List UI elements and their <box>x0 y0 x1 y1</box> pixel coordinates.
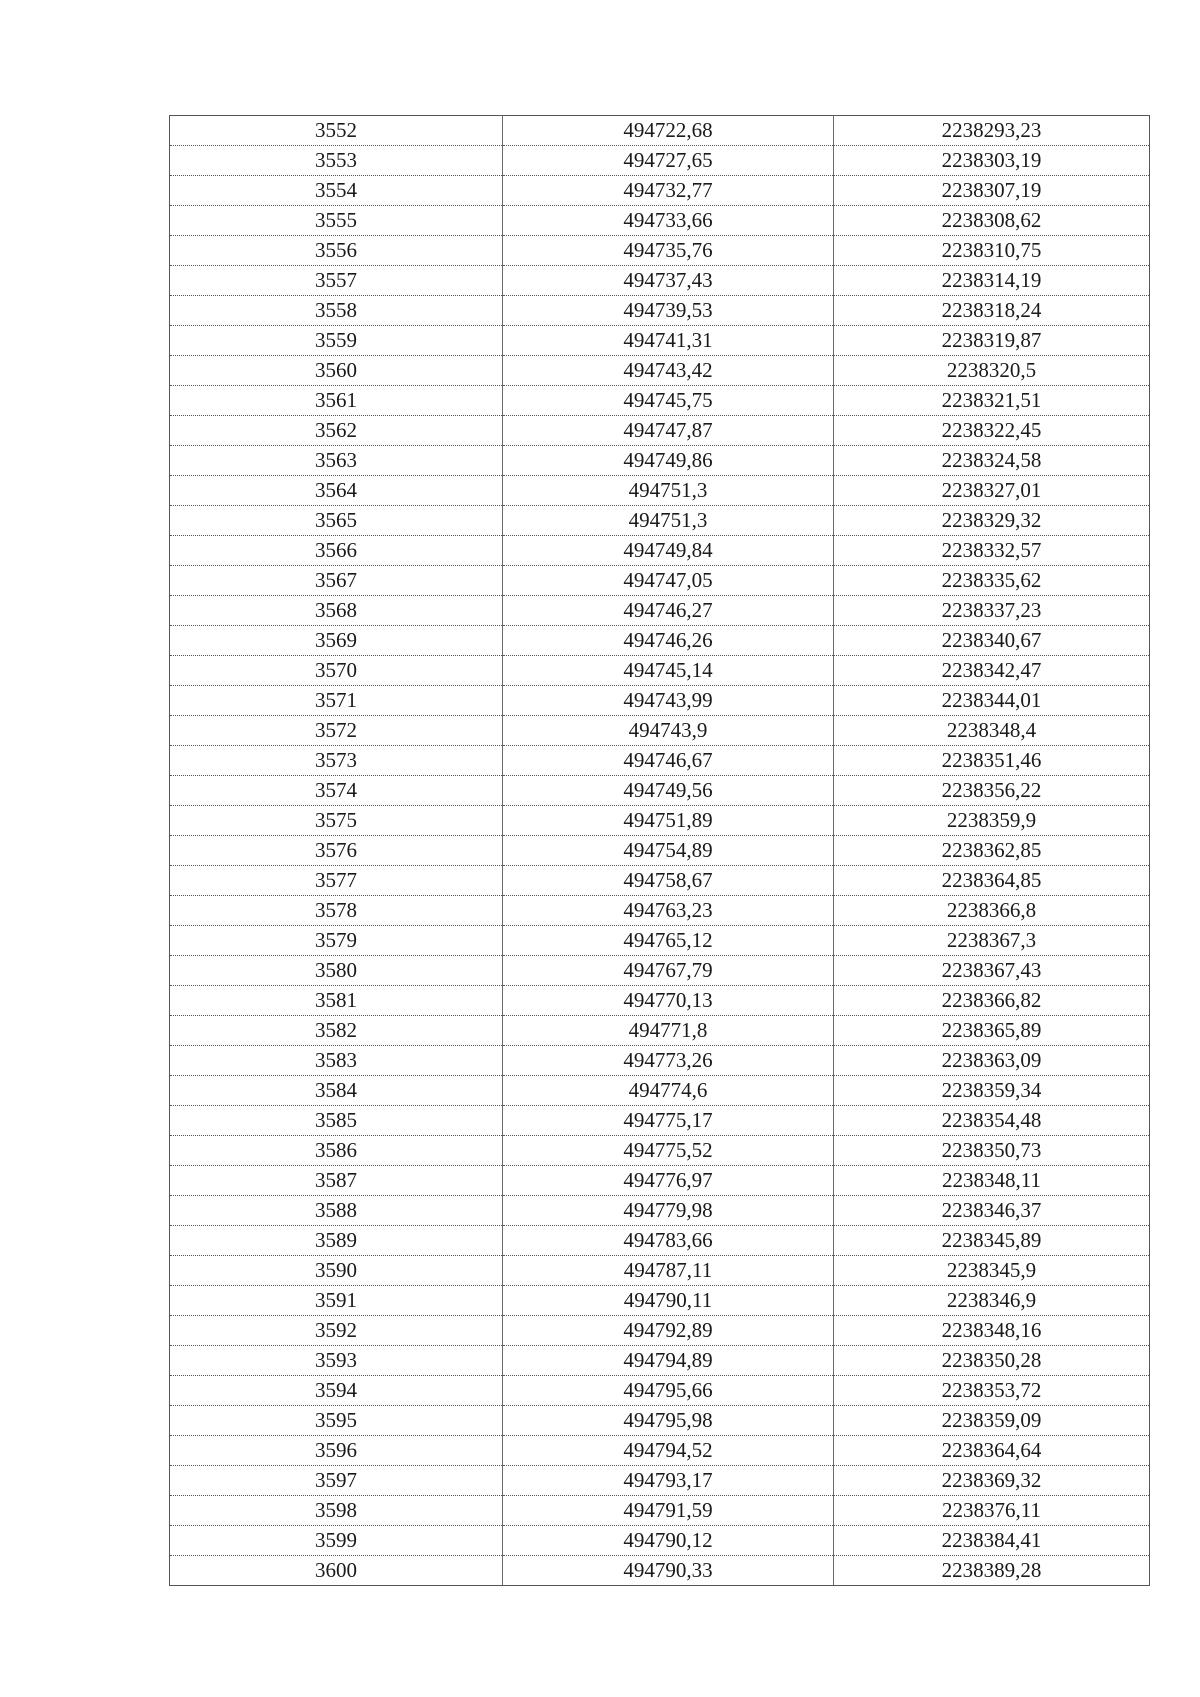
y-coordinate-cell: 2238344,01 <box>834 686 1150 716</box>
point-number-cell: 3596 <box>170 1436 503 1466</box>
x-coordinate-cell: 494751,3 <box>503 476 834 506</box>
y-coordinate-cell: 2238348,4 <box>834 716 1150 746</box>
x-coordinate-cell: 494722,68 <box>503 116 834 146</box>
x-coordinate-cell: 494746,67 <box>503 746 834 776</box>
y-coordinate-cell: 2238337,23 <box>834 596 1150 626</box>
x-coordinate-cell: 494795,98 <box>503 1406 834 1436</box>
y-coordinate-cell: 2238319,87 <box>834 326 1150 356</box>
x-coordinate-cell: 494792,89 <box>503 1316 834 1346</box>
point-number-cell: 3586 <box>170 1136 503 1166</box>
point-number-cell: 3573 <box>170 746 503 776</box>
y-coordinate-cell: 2238340,67 <box>834 626 1150 656</box>
point-number-cell: 3598 <box>170 1496 503 1526</box>
table-row <box>170 236 1150 266</box>
y-coordinate-cell: 2238353,72 <box>834 1376 1150 1406</box>
table-row <box>170 986 1150 1016</box>
x-coordinate-cell: 494754,89 <box>503 836 834 866</box>
y-coordinate-cell: 2238346,9 <box>834 1286 1150 1316</box>
point-number-cell: 3583 <box>170 1046 503 1076</box>
table-row <box>170 1556 1150 1586</box>
table-row <box>170 266 1150 296</box>
y-coordinate-cell: 2238350,73 <box>834 1136 1150 1166</box>
y-coordinate-cell: 2238303,19 <box>834 146 1150 176</box>
table-row <box>170 866 1150 896</box>
x-coordinate-cell: 494746,26 <box>503 626 834 656</box>
point-number-cell: 3575 <box>170 806 503 836</box>
x-coordinate-cell: 494794,52 <box>503 1436 834 1466</box>
point-number-cell: 3574 <box>170 776 503 806</box>
x-coordinate-cell: 494749,86 <box>503 446 834 476</box>
table-row <box>170 1226 1150 1256</box>
coordinates-table-body <box>170 116 1150 1586</box>
table-row <box>170 596 1150 626</box>
table-row <box>170 506 1150 536</box>
point-number-cell: 3558 <box>170 296 503 326</box>
table-row <box>170 776 1150 806</box>
y-coordinate-cell: 2238354,48 <box>834 1106 1150 1136</box>
table-row <box>170 1376 1150 1406</box>
point-number-cell: 3556 <box>170 236 503 266</box>
point-number-cell: 3560 <box>170 356 503 386</box>
x-coordinate-cell: 494747,87 <box>503 416 834 446</box>
y-coordinate-cell: 2238329,32 <box>834 506 1150 536</box>
table-row <box>170 1526 1150 1556</box>
y-coordinate-cell: 2238335,62 <box>834 566 1150 596</box>
x-coordinate-cell: 494743,42 <box>503 356 834 386</box>
x-coordinate-cell: 494747,05 <box>503 566 834 596</box>
point-number-cell: 3563 <box>170 446 503 476</box>
point-number-cell: 3588 <box>170 1196 503 1226</box>
point-number-cell: 3589 <box>170 1226 503 1256</box>
x-coordinate-cell: 494745,75 <box>503 386 834 416</box>
y-coordinate-cell: 2238369,32 <box>834 1466 1150 1496</box>
x-coordinate-cell: 494751,89 <box>503 806 834 836</box>
y-coordinate-cell: 2238345,9 <box>834 1256 1150 1286</box>
table-row <box>170 566 1150 596</box>
x-coordinate-cell: 494749,56 <box>503 776 834 806</box>
point-number-cell: 3568 <box>170 596 503 626</box>
y-coordinate-cell: 2238332,57 <box>834 536 1150 566</box>
point-number-cell: 3561 <box>170 386 503 416</box>
point-number-cell: 3552 <box>170 116 503 146</box>
table-row <box>170 1166 1150 1196</box>
point-number-cell: 3594 <box>170 1376 503 1406</box>
x-coordinate-cell: 494737,43 <box>503 266 834 296</box>
table-row <box>170 926 1150 956</box>
x-coordinate-cell: 494773,26 <box>503 1046 834 1076</box>
point-number-cell: 3592 <box>170 1316 503 1346</box>
point-number-cell: 3578 <box>170 896 503 926</box>
y-coordinate-cell: 2238293,23 <box>834 116 1150 146</box>
point-number-cell: 3555 <box>170 206 503 236</box>
table-row <box>170 1196 1150 1226</box>
x-coordinate-cell: 494727,65 <box>503 146 834 176</box>
point-number-cell: 3579 <box>170 926 503 956</box>
x-coordinate-cell: 494751,3 <box>503 506 834 536</box>
x-coordinate-cell: 494765,12 <box>503 926 834 956</box>
x-coordinate-cell: 494739,53 <box>503 296 834 326</box>
y-coordinate-cell: 2238359,34 <box>834 1076 1150 1106</box>
y-coordinate-cell: 2238351,46 <box>834 746 1150 776</box>
table-row <box>170 296 1150 326</box>
point-number-cell: 3593 <box>170 1346 503 1376</box>
x-coordinate-cell: 494746,27 <box>503 596 834 626</box>
table-row <box>170 686 1150 716</box>
table-row <box>170 1316 1150 1346</box>
table-row <box>170 1466 1150 1496</box>
y-coordinate-cell: 2238376,11 <box>834 1496 1150 1526</box>
point-number-cell: 3569 <box>170 626 503 656</box>
table-row <box>170 1256 1150 1286</box>
point-number-cell: 3576 <box>170 836 503 866</box>
y-coordinate-cell: 2238346,37 <box>834 1196 1150 1226</box>
table-row <box>170 1436 1150 1466</box>
x-coordinate-cell: 494790,33 <box>503 1556 834 1586</box>
table-row <box>170 356 1150 386</box>
table-row <box>170 626 1150 656</box>
point-number-cell: 3582 <box>170 1016 503 1046</box>
table-row <box>170 1046 1150 1076</box>
x-coordinate-cell: 494771,8 <box>503 1016 834 1046</box>
x-coordinate-cell: 494790,12 <box>503 1526 834 1556</box>
x-coordinate-cell: 494767,79 <box>503 956 834 986</box>
point-number-cell: 3581 <box>170 986 503 1016</box>
x-coordinate-cell: 494749,84 <box>503 536 834 566</box>
table-row <box>170 116 1150 146</box>
y-coordinate-cell: 2238359,9 <box>834 806 1150 836</box>
table-row <box>170 146 1150 176</box>
x-coordinate-cell: 494743,99 <box>503 686 834 716</box>
x-coordinate-cell: 494795,66 <box>503 1376 834 1406</box>
table-row <box>170 326 1150 356</box>
point-number-cell: 3597 <box>170 1466 503 1496</box>
point-number-cell: 3557 <box>170 266 503 296</box>
table-row <box>170 806 1150 836</box>
point-number-cell: 3590 <box>170 1256 503 1286</box>
table-row <box>170 1496 1150 1526</box>
y-coordinate-cell: 2238348,11 <box>834 1166 1150 1196</box>
x-coordinate-cell: 494763,23 <box>503 896 834 926</box>
y-coordinate-cell: 2238367,3 <box>834 926 1150 956</box>
y-coordinate-cell: 2238345,89 <box>834 1226 1150 1256</box>
point-number-cell: 3571 <box>170 686 503 716</box>
table-row <box>170 1406 1150 1436</box>
x-coordinate-cell: 494741,31 <box>503 326 834 356</box>
y-coordinate-cell: 2238321,51 <box>834 386 1150 416</box>
table-row <box>170 956 1150 986</box>
y-coordinate-cell: 2238356,22 <box>834 776 1150 806</box>
y-coordinate-cell: 2238342,47 <box>834 656 1150 686</box>
x-coordinate-cell: 494743,9 <box>503 716 834 746</box>
table-row <box>170 716 1150 746</box>
point-number-cell: 3567 <box>170 566 503 596</box>
y-coordinate-cell: 2238310,75 <box>834 236 1150 266</box>
y-coordinate-cell: 2238324,58 <box>834 446 1150 476</box>
y-coordinate-cell: 2238322,45 <box>834 416 1150 446</box>
x-coordinate-cell: 494770,13 <box>503 986 834 1016</box>
y-coordinate-cell: 2238359,09 <box>834 1406 1150 1436</box>
point-number-cell: 3559 <box>170 326 503 356</box>
y-coordinate-cell: 2238318,24 <box>834 296 1150 326</box>
point-number-cell: 3585 <box>170 1106 503 1136</box>
y-coordinate-cell: 2238367,43 <box>834 956 1150 986</box>
table-row <box>170 416 1150 446</box>
y-coordinate-cell: 2238308,62 <box>834 206 1150 236</box>
x-coordinate-cell: 494733,66 <box>503 206 834 236</box>
y-coordinate-cell: 2238366,8 <box>834 896 1150 926</box>
point-number-cell: 3564 <box>170 476 503 506</box>
y-coordinate-cell: 2238350,28 <box>834 1346 1150 1376</box>
table-row <box>170 206 1150 236</box>
y-coordinate-cell: 2238365,89 <box>834 1016 1150 1046</box>
table-row <box>170 836 1150 866</box>
point-number-cell: 3599 <box>170 1526 503 1556</box>
x-coordinate-cell: 494783,66 <box>503 1226 834 1256</box>
x-coordinate-cell: 494793,17 <box>503 1466 834 1496</box>
table-row <box>170 446 1150 476</box>
y-coordinate-cell: 2238348,16 <box>834 1316 1150 1346</box>
x-coordinate-cell: 494776,97 <box>503 1166 834 1196</box>
y-coordinate-cell: 2238307,19 <box>834 176 1150 206</box>
x-coordinate-cell: 494791,59 <box>503 1496 834 1526</box>
table-row <box>170 1286 1150 1316</box>
point-number-cell: 3565 <box>170 506 503 536</box>
point-number-cell: 3572 <box>170 716 503 746</box>
table-row <box>170 656 1150 686</box>
point-number-cell: 3587 <box>170 1166 503 1196</box>
point-number-cell: 3584 <box>170 1076 503 1106</box>
point-number-cell: 3570 <box>170 656 503 686</box>
point-number-cell: 3580 <box>170 956 503 986</box>
point-number-cell: 3553 <box>170 146 503 176</box>
table-row <box>170 176 1150 206</box>
y-coordinate-cell: 2238314,19 <box>834 266 1150 296</box>
x-coordinate-cell: 494745,14 <box>503 656 834 686</box>
y-coordinate-cell: 2238389,28 <box>834 1556 1150 1586</box>
x-coordinate-cell: 494732,77 <box>503 176 834 206</box>
point-number-cell: 3600 <box>170 1556 503 1586</box>
point-number-cell: 3595 <box>170 1406 503 1436</box>
x-coordinate-cell: 494774,6 <box>503 1076 834 1106</box>
x-coordinate-cell: 494787,11 <box>503 1256 834 1286</box>
point-number-cell: 3577 <box>170 866 503 896</box>
table-row <box>170 1106 1150 1136</box>
x-coordinate-cell: 494794,89 <box>503 1346 834 1376</box>
table-row <box>170 386 1150 416</box>
table-row <box>170 1136 1150 1166</box>
point-number-cell: 3562 <box>170 416 503 446</box>
table-row <box>170 1016 1150 1046</box>
point-number-cell: 3591 <box>170 1286 503 1316</box>
y-coordinate-cell: 2238364,64 <box>834 1436 1150 1466</box>
table-row <box>170 896 1150 926</box>
x-coordinate-cell: 494779,98 <box>503 1196 834 1226</box>
y-coordinate-cell: 2238362,85 <box>834 836 1150 866</box>
table-row <box>170 476 1150 506</box>
y-coordinate-cell: 2238366,82 <box>834 986 1150 1016</box>
x-coordinate-cell: 494758,67 <box>503 866 834 896</box>
y-coordinate-cell: 2238384,41 <box>834 1526 1150 1556</box>
table-row <box>170 536 1150 566</box>
point-number-cell: 3566 <box>170 536 503 566</box>
x-coordinate-cell: 494775,52 <box>503 1136 834 1166</box>
x-coordinate-cell: 494735,76 <box>503 236 834 266</box>
coordinates-table <box>169 115 1150 1586</box>
x-coordinate-cell: 494775,17 <box>503 1106 834 1136</box>
point-number-cell: 3554 <box>170 176 503 206</box>
y-coordinate-cell: 2238363,09 <box>834 1046 1150 1076</box>
table-row <box>170 746 1150 776</box>
x-coordinate-cell: 494790,11 <box>503 1286 834 1316</box>
y-coordinate-cell: 2238364,85 <box>834 866 1150 896</box>
table-row <box>170 1076 1150 1106</box>
y-coordinate-cell: 2238320,5 <box>834 356 1150 386</box>
table-row <box>170 1346 1150 1376</box>
y-coordinate-cell: 2238327,01 <box>834 476 1150 506</box>
